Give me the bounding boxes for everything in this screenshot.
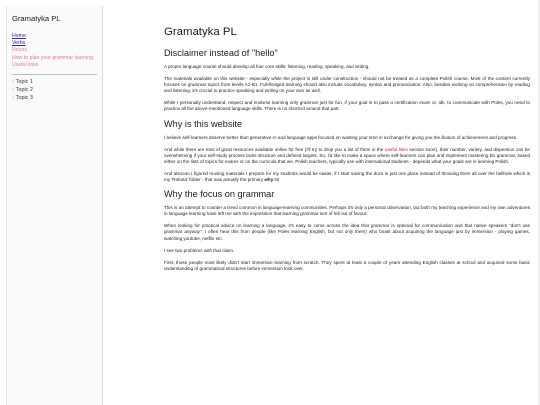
- topic-list: [12, 78, 97, 103]
- section-heading-disclaimer: Disclaimer instead of "hello": [164, 48, 278, 58]
- paragraph: I believe self-learners deserve better than generative AI and language apps focused on wasting your time in exchange for giving you the illusion of achievement and progress.: [164, 134, 518, 140]
- paragraph: First, those people most likely didn't start immersive learning from scratch. They spent at least a couple of years attending English classes at school and acquired some basic understanding of grammatical structures before immersion took over.: [164, 259, 530, 271]
- chevron-right-icon: ›: [12, 87, 14, 94]
- topic-item-1[interactable]: [12, 78, 97, 86]
- sidebar-nav: [12, 33, 97, 69]
- topic-item-2[interactable]: [12, 86, 97, 94]
- topic-item-3[interactable]: [12, 94, 97, 102]
- paragraph: The materials available on this website - especially while the project is still under construction - should not be treated as a complete Polish course. Most of the content currently focuses on grammar topics from levels A1-B1. Full-fledged learning should also include vocabulary, syntax and pronunciation. Also, besides working on comprehension by reading and listening, it's crucial to practice speaking and writing on your own as well.: [164, 76, 530, 94]
- paragraph: When looking for practical advice on learning a language, it's easy to come across the idea that grammar is optional for communication and that native speakers "don't use grammar anyway". I often hear this from people (like Poles learning English, but not only them) who boast about acquiring the language just by immersion - playing games, watching youtube, netflix etc.: [164, 223, 530, 241]
- nav-link-verbs[interactable]: Verbs: [12, 40, 26, 47]
- nav-link-grammar-plan[interactable]: How to plan your grammar learning: [12, 54, 94, 61]
- site-title: Gramatyka PL: [12, 14, 61, 23]
- section-heading-why: Why is this website: [164, 118, 243, 129]
- chevron-right-icon: ›: [12, 95, 14, 102]
- paragraph-text: And alsoooo I figured reusing materials I prepare for my students would be easier, if I start saving the docs in just one place instead of throwing them all over the hellhole which is my 'Robota' folder - that was actually the primary: [164, 170, 530, 183]
- nav-link-useful-links[interactable]: Useful links: [12, 61, 39, 68]
- paragraph: I see two problems with that claim.: [164, 247, 235, 253]
- chevron-right-icon: ›: [12, 79, 14, 86]
- section-heading-grammar-focus: Why the focus on grammar: [164, 189, 275, 200]
- paragraph: [164, 147, 530, 165]
- paragraph-text: And while there are tons of great resources available online for free (I'll try to drop you a list of them in the: [164, 146, 385, 152]
- paragraph: While I personally understand, respect and endorse learning only grammar just for fun, if your goal is to pass a certification exam or, idk, to communicate with Poles, you need to practice all the above-mentioned language skills. There is no shortcut around that part.: [164, 100, 530, 112]
- paragraph: This is an attempt to counter a trend common in language-learning communities. Perhaps it's only a personal observation, but both my teaching experience and my own adventures in language learning have left me with the impression that learning grammar sort of fell out of favour.: [164, 205, 530, 217]
- nav-link-home[interactable]: Home: [12, 33, 26, 39]
- sidebar-divider: [12, 74, 97, 75]
- paragraph-text: lol: [273, 177, 280, 183]
- nav-link-nouns[interactable]: Nouns: [12, 47, 27, 54]
- paragraph: [164, 171, 530, 183]
- useful-links-inline-link[interactable]: useful links: [384, 146, 408, 152]
- paragraph: A proper language course should develop all four core skills: listening, reading, speaking, and writing.: [164, 64, 370, 69]
- sidebar: [6, 6, 103, 405]
- paragraph-text: section soon), their number, variety, and dispersion can be overwhelming if your self-study process lacks structure and defined targets. So, I'd like to make a space where self-learners can plan and implement mastering B1 grammar, based either on the lists of topics for exams or on the curricula that we, Polish teachers, typically use with international students - depends what your goals are in learning Polish.: [164, 146, 530, 164]
- emphasis-text: why: [264, 177, 274, 183]
- topic-label: Topic 1: [15, 79, 33, 86]
- main-content: [164, 22, 530, 278]
- topic-label: Topic 3: [15, 95, 33, 102]
- topic-label: Topic 2: [15, 87, 33, 94]
- page-title: Gramatyka PL: [164, 26, 237, 38]
